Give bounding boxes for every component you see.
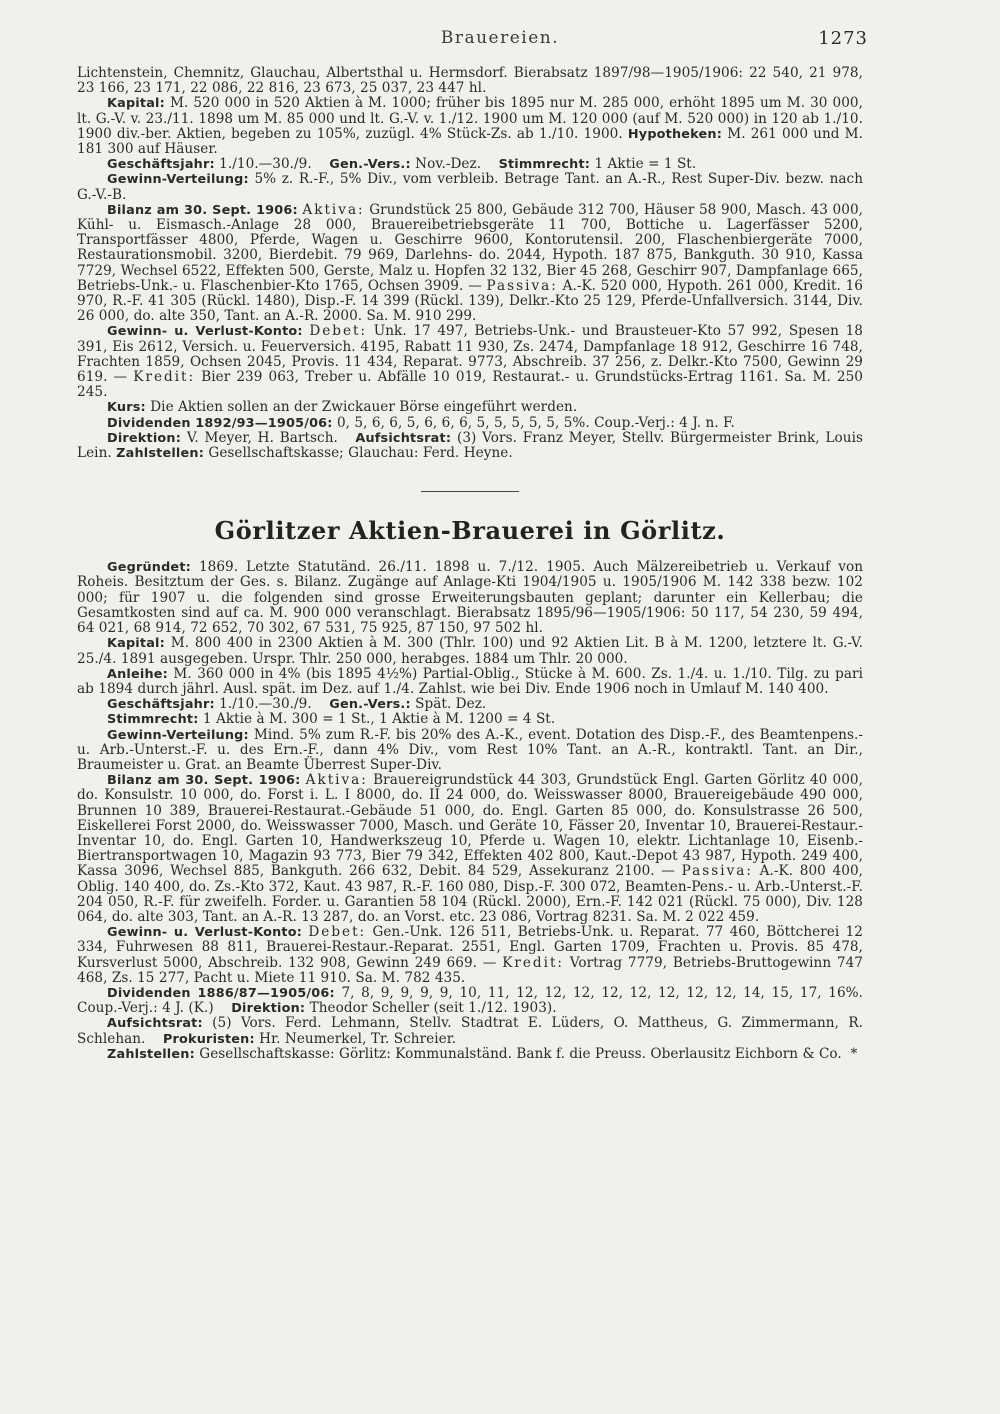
prev-direktion-label: Direktion: — [107, 430, 182, 446]
prev-passiva-label: Passiva: — [486, 277, 558, 294]
running-header — [0, 28, 1000, 52]
prokuristen-label: Prokuristen: — [162, 1031, 255, 1047]
kapital-text: M. 800 400 in 2300 Aktien à M. 300 (Thlr. 100) und 92 Aktien Lit. B à M. 1200, letztere lt. G.-V. 25./4. 1891 ausgegeben. Urspr. Thlr. 250 000, herabges. 1884 um Thlr. 20 000. — [77, 635, 864, 667]
prev-zahlstellen-label: Zahlstellen: — [116, 446, 205, 462]
company-title: Görlitzer Aktien-Brauerei in Görlitz. — [214, 516, 726, 546]
prev-dividenden — [77, 416, 863, 431]
prev-gewinnverteilung — [77, 172, 863, 202]
prev-bilanz — [77, 203, 863, 325]
direktion-text: Theodor Scheller (seit 1./12. 1903). — [309, 1000, 557, 1017]
prev-bilanz-label: Bilanz am 30. Sept. 1906: — [107, 202, 298, 218]
genvers-text: Spät. Dez. — [415, 696, 487, 713]
prev-direktion — [77, 431, 863, 461]
gegruendet-label: Gegründet: — [107, 560, 191, 576]
prev-gewinnverteilung-label: Gewinn-Verteilung: — [107, 172, 249, 188]
entry-gegruendet — [77, 560, 863, 636]
prev-geschaeftsjahr-label: Geschäftsjahr: — [107, 157, 215, 173]
entry-gewinn-verlust — [77, 925, 863, 986]
prev-meta — [77, 157, 863, 172]
prev-kapital — [77, 96, 863, 157]
debet-label: Debet: — [308, 924, 367, 941]
entry-kapital — [77, 636, 863, 666]
footnote-mark: * — [850, 1045, 858, 1062]
prev-gewinnverteilung-text: 5% z. R.-F., 5% Div., vom verbleib. Betrage Tant. an A.-R., Rest Super-Div. bezw. nach G.-V.-B. — [77, 171, 863, 203]
text-column — [77, 66, 863, 1062]
prev-passiva-text: A.-K. 520 000, Hypoth. 261 000, Kredit. 16 970, R.-F. 41 305 (Rückl. 1480), Disp.-F. 14 399 (Rückl. 139), Delkr.-Kto 25 129, Pferde-Unfallversich. 3144, Div. 26 000, do. alte 350, Tant. an A.-R. 2000. Sa. M. 910 299. — [77, 277, 863, 325]
dividenden-label: Dividenden 1886/87—1905/06: — [107, 985, 335, 1001]
entry-bilanz — [77, 773, 863, 925]
prev-genvers-label: Gen.-Vers.: — [329, 157, 411, 173]
entry-zahlstellen — [77, 1047, 863, 1062]
entry-dividenden — [77, 986, 863, 1016]
anleihe-text: M. 360 000 in 4% (bis 1895 4½%) Partial-Oblig., Stücke à M. 600. Zs. 1./4. u. 1./10. Tilg. zu pari ab 1894 durch jährl. Ausl. spät. im Dez. auf 1./4. Zahlst. wie bei Div. Ende 1906 noch in Umlauf M. 140 400. — [77, 665, 864, 697]
dividenden-text: 7, 8, 9, 9, 9, 9, 10, 11, 12, 12, 12, 12, 12, 12, 12, 12, 14, 15, 17, 16%. Coup.-Verj.: 4 J. (K.) — [77, 984, 864, 1017]
prev-kredit-text: Bier 239 063, Treber u. Abfälle 10 019, Restaurat.- u. Grundstücks-Ertrag 1161. Sa. M. 250 245. — [77, 369, 864, 401]
gewinnverteilung-label: Gewinn-Verteilung: — [107, 727, 249, 743]
anleihe-label: Anleihe: — [107, 666, 168, 682]
section-divider — [421, 491, 519, 492]
prev-dividenden-text: 0, 5, 6, 6, 5, 6, 6, 6, 5, 5, 5, 5, 5, 5%. Coup.-Verj.: 4 J. n. F. — [336, 414, 735, 431]
prev-hypotheken-label: Hypotheken: — [627, 126, 723, 142]
prev-gewinn-verlust — [77, 324, 863, 400]
stimmrecht-label: Stimmrecht: — [107, 712, 199, 728]
passiva-label: Passiva: — [681, 863, 753, 880]
prev-kapital-text: M. 520 000 in 520 Aktien à M. 1000; früher bis 1895 nur M. 285 000, erhöht 1895 um M. 30 000, lt. G.-V. v. 23./11. 1898 um M. 85 000 und lt. G.-V. v. 1./12. 1900 um M. 120 000 (auf M. 520 000) in 120 ab 1./10. 1900 div.-ber. Aktien, begeben zu 105%, zuzügl. 4% Stück-Zs. ab 1./10. 1900. — [77, 95, 863, 142]
prev-debet-label: Debet: — [309, 323, 368, 340]
entry-meta — [77, 697, 863, 712]
prev-geschaeftsjahr-text: 1./10.—30./9. — [219, 156, 312, 173]
kredit-label: Kredit: — [502, 954, 564, 971]
genvers-label: Gen.-Vers.: — [329, 697, 411, 713]
prev-direktion-text: V. Meyer, H. Bartsch. — [186, 429, 338, 446]
entry-gewinnverteilung — [77, 728, 863, 774]
prev-kredit-label: Kredit: — [133, 369, 196, 386]
page-number: 1273 — [818, 28, 868, 49]
prev-kurs-text: Die Aktien sollen an der Zwickauer Börse eingeführt werden. — [150, 399, 578, 416]
bilanz-label: Bilanz am 30. Sept. 1906: — [107, 773, 301, 789]
prokuristen-text: Hr. Neumerkel, Tr. Schreier. — [259, 1030, 457, 1047]
zahlstellen-text: Gesellschaftskasse: Görlitz: Kommunalständ. Bank f. die Preuss. Oberlausitz Eichborn & Co. — [199, 1045, 842, 1062]
kredit-text: Vortrag 7779, Betriebs-Bruttogewinn 747 468, Zs. 15 277, Pacht u. Miete 11 910. Sa. M. 782 435. — [77, 954, 863, 986]
prev-aktiva-text: Grundstück 25 800, Gebäude 312 700, Häuser 58 900, Masch. 43 000, Kühl- u. Eismasch.-Anlage 28 000, Brauereibetriebsgeräte 11 700, Bottiche u. Lagerfässer 5200, Transportfässer 4800, Pferde, Wagen u. Geschirre 9600, Kontorutensil. 200, Flaschenbiergeräte 7000, Restaurationsmobil. 3200, Bierdebit. 79 969, Darlehns- do. 2044, Hypoth. 187 875, Bankguth. 30 910, Kassa 7729, Wechsel 6522, Effekten 500, Gerste, Malz u. Hopfen 32 132, Bier 45 268, Geschirr 907, Dampfanlage 665, Betriebs-Unk.- u. Flaschenbier-Kto 1765, Ochsen 3909. — — [77, 201, 864, 294]
zahlstellen-label: Zahlstellen: — [107, 1046, 195, 1062]
prev-dividenden-label: Dividenden 1892/93—1905/06: — [107, 415, 333, 431]
passiva-text: A.-K. 800 400, Oblig. 140 400, do. Zs.-Kto 372, Kaut. 43 987, R.-F. 160 080, Disp.-F. 300 072, Beamten-Pens.- u. Arb.-Unterst.-F. 204 050, R.-F. für zweifelh. Forder. u. Garantien 58 104 (Rückl. 2000), Ern.-F. 142 021 (Rückl. 75 000), Div. 128 064, do. alte 303, Tant. an A.-R. 13 287, do. an Vorst. etc. 23 086, Vortrag 8231. Sa. M. 2 022 459. — [77, 863, 864, 925]
entry-stimmrecht — [77, 712, 863, 727]
aufsichtsrat-text: (5) Vors. Ferd. Lehmann, Stellv. Stadtrat E. Lüders, O. Mattheus, G. Zimmermann, R. Schlehan. — [77, 1015, 863, 1047]
prev-guv-label: Gewinn- u. Verlust-Konto: — [107, 324, 303, 340]
entry-aufsichtsrat — [77, 1016, 863, 1046]
guv-label: Gewinn- u. Verlust-Konto: — [107, 925, 303, 941]
prev-kurs-label: Kurs: — [107, 400, 146, 416]
geschaeftsjahr-text: 1./10.—30./9. — [219, 696, 312, 713]
geschaeftsjahr-label: Geschäftsjahr: — [107, 697, 215, 713]
prev-kurs — [77, 400, 863, 415]
prev-intro: Lichtenstein, Chemnitz, Glauchau, Albertsthal u. Hermsdorf. Bierabsatz 1897/98—1905/1906: 22 540, 21 978, 23 166, 23 171, 22 086, 22 816, 23 673, 25 037, 23 447 hl. — [77, 65, 863, 97]
prev-zahlstellen-text: Gesellschaftskasse; Glauchau: Ferd. Heyne. — [208, 445, 513, 462]
running-title: Brauereien. — [440, 28, 560, 48]
prev-genvers-text: Nov.-Dez. — [415, 156, 482, 173]
previous-entry — [77, 66, 863, 461]
prev-hypotheken-text: M. 261 000 und M. 181 300 auf Häuser. — [77, 125, 864, 158]
stimmrecht-text: 1 Aktie à M. 300 = 1 St., 1 Aktie à M. 1200 = 4 St. — [202, 711, 556, 728]
prev-aktiva-label: Aktiva: — [302, 201, 365, 218]
entry-anleihe — [77, 667, 863, 697]
gegruendet-text: 1869. Letzte Statutänd. 26./11. 1898 u. 7./12. 1905. Auch Mälzereibetrieb u. Verkauf von Roheis. Besitztum der Ges. s. Bilanz. Zugänge auf Anlage-Kti 1904/1905 u. 1905/1906 M. 142 338 bezw. 102 000; für 1907 u. die folgenden sind grosse Erweiterungsbauten geplant; darunter ein Kellerbau; die Gesamtkosten sind auf ca. M. 900 000 veranschlagt. Bierabsatz 1895/96—1905/1906: 50 117, 54 230, 59 494, 64 021, 68 914, 72 652, 70 302, 67 531, 75 925, 87 150, 97 502 hl. — [77, 559, 863, 637]
debet-text: Gen.-Unk. 126 511, Betriebs-Unk. u. Reparat. 77 460, Böttcherei 12 334, Fuhrwesen 88 811, Brauerei-Restaur.-Reparat. 2551, Engl. Garten 1709, Frachten u. Provis. 85 478, Kursverlust 5000, Abschreib. 132 908, Gewinn 249 669. — — [77, 924, 863, 971]
aufsichtsrat-label: Aufsichtsrat: — [107, 1016, 203, 1032]
prev-stimmrecht-text: 1 Aktie = 1 St. — [594, 156, 697, 173]
company-entry — [77, 516, 863, 1062]
kapital-label: Kapital: — [107, 636, 165, 652]
prev-debet-text: Unk. 17 497, Betriebs-Unk.- und Brausteuer-Kto 57 992, Spesen 18 391, Eis 2612, Versich. u. Feuerversich. 4195, Rabatt 11 930, Zs. 2474, Dampfanlage 18 912, Geschirre 16 748, Frachten 1859, Ochsen 2045, Provis. 11 434, Reparat. 9773, Abschreib. 37 256, z. Delkr.-Kto 7500, Gewinn 29 619. — — [77, 323, 863, 386]
gewinnverteilung-text: Mind. 5% zum R.-F. bis 20% des A.-K., event. Dotation des Disp.-F., des Beamtenpens.- u. Arb.-Unterst.-F. u. des Ern.-F., dann 4% Div., vom Rest 10% Tant. an A.-R., kontraktl. Tant. an Dir., Braumeister u. Grat. an Beamte Überrest Super-Div. — [77, 726, 863, 773]
direktion-label: Direktion: — [231, 1001, 306, 1017]
aktiva-label: Aktiva: — [305, 772, 368, 789]
prev-aufsichtsrat-text: (3) Vors. Franz Meyer, Stellv. Bürgermeister Brink, Louis Lein. — [77, 429, 864, 462]
prev-kapital-label: Kapital: — [107, 96, 165, 112]
aktiva-text: Brauereigrundstück 44 303, Grundstück Engl. Garten Görlitz 40 000, do. Konsulstr. 10 000, do. Forst i. L. I 8000, do. II 24 000, do. Weisswasser 8000, Brauereigebäude 490 000, Brunnen 10 389, Brauerei-Restaurat.-Gebäude 51 000, do. Engl. Garten 85 000, do. Konsulstrasse 26 500, Eiskellerei Forst 2000, do. Weisswasser 7000, Masch. und Geräte 10, Fässer 20, Inventar 10, Brauerei-Restaur.-Inventar 10, do. Engl. Garten 10, Handwerkszeug 10, Pferde u. Wagen 10, elektr. Lichtanlage 10, Eisenb.-Biertransportwagen 10, Magazin 93 773, Bier 79 342, Effekten 402 800, Kaut.-Depot 43 987, Hypoth. 249 400, Kassa 3096, Wechsel 885, Bankguth. 266 632, Debit. 84 529, Assekuranz 2100. — — [77, 772, 863, 880]
prev-stimmrecht-label: Stimmrecht: — [498, 157, 591, 173]
prev-aufsichtsrat-label: Aufsichtsrat: — [355, 430, 452, 446]
